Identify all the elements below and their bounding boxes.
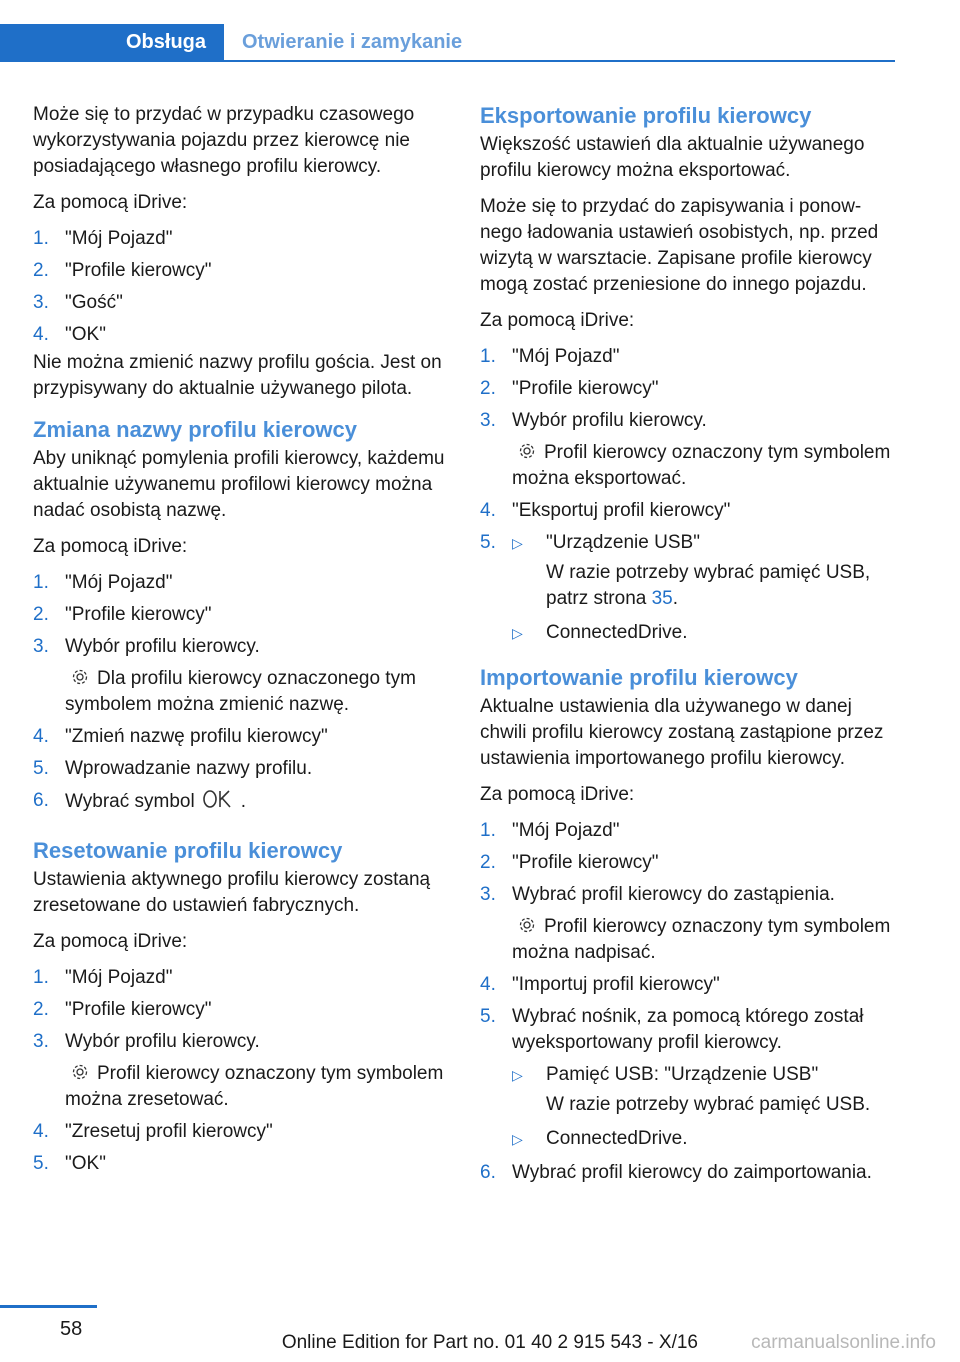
sub-text: ConnectedDrive. (546, 622, 688, 643)
paragraph: Aktualne ustawienia dla używanego w danej chwili profilu kierowcy zostaną zastąpione przez ustawienia importowanego profilu kierowcy. (480, 696, 884, 769)
step-list-reset (33, 965, 445, 1177)
step-text: "Mój Pojazd" (65, 967, 173, 988)
step-text: "Mój Pojazd" (512, 346, 620, 367)
triangle-bullet-icon: ▷ (512, 1131, 523, 1147)
list-item (33, 1119, 445, 1145)
watermark: carmanualsonline.info (751, 1332, 936, 1353)
step-note (65, 666, 445, 718)
step-number: 4. (33, 726, 49, 747)
step-text: "OK" (65, 1153, 106, 1174)
sub-note (546, 560, 892, 612)
step-text: "Mój Pojazd" (65, 572, 173, 593)
step-list-guest (33, 226, 445, 348)
sub-list (512, 530, 892, 646)
list-item (33, 1151, 445, 1177)
list-item (33, 570, 445, 596)
step-number: 2. (480, 852, 496, 873)
section-heading: Zmiana nazwy profilu kierowcy (33, 417, 357, 442)
step-text: Wybrać profil kierowcy do zaimportowania. (512, 1162, 872, 1183)
page-header (0, 24, 895, 62)
list-item (480, 376, 892, 402)
list-item (480, 818, 892, 844)
step-number: 4. (480, 500, 496, 521)
note-text: Dla profilu kierowcy oznaczonego tym symbolem można zmienić nazwę. (65, 668, 416, 715)
paragraph: Za pomocą iDrive: (33, 536, 188, 557)
list-item (33, 724, 445, 750)
list-item (33, 965, 445, 991)
step-text: Wybrać nośnik, za pomocą którego został wyeksportowany profil kierowcy. (512, 1006, 864, 1053)
step-text: "Profile kierowcy" (65, 999, 212, 1020)
paragraph: Ustawienia aktywnego profilu kierowcy zostaną zresetowane do ustawień fabrycznych. (33, 869, 431, 916)
step-number: 1. (480, 346, 496, 367)
step-number: 4. (33, 1121, 49, 1142)
page-number: 58 (60, 1318, 83, 1340)
sub-note-end: . (672, 588, 679, 609)
step-text-end: . (240, 791, 246, 812)
step-number: 4. (480, 974, 496, 995)
paragraph: Nie można zmienić nazwy profilu gościa. Jest on przypisywany do aktualnie używanego pilota. (33, 352, 442, 399)
step-text: "OK" (65, 324, 106, 345)
step-number: 1. (33, 228, 49, 249)
step-number: 1. (33, 967, 49, 988)
list-item (33, 258, 445, 284)
note-text: Profil kierowcy oznaczony tym symbolem można zresetować. (65, 1063, 444, 1110)
paragraph: Za pomocą iDrive: (480, 784, 635, 805)
note-text: Profil kierowcy oznaczony tym symbolem można eksportować. (512, 442, 891, 489)
step-text: Wybrać symbol (65, 791, 195, 812)
step-number: 5. (480, 1006, 496, 1027)
list-item (33, 997, 445, 1023)
step-text: "Zresetuj profil kierowcy" (65, 1121, 273, 1142)
sub-list-item (512, 620, 892, 646)
gear-icon (516, 442, 538, 460)
list-item (33, 602, 445, 628)
step-note (65, 1061, 445, 1113)
step-number: 3. (33, 1031, 49, 1052)
paragraph: Za pomocą iDrive: (33, 192, 188, 213)
gear-icon (69, 1063, 91, 1081)
tab-section: Otwieranie i zamykanie (242, 31, 463, 53)
step-number: 5. (33, 1153, 49, 1174)
step-text: "Zmień nazwę profilu kierowcy" (65, 726, 328, 747)
section-heading: Eksportowanie profilu kierowcy (480, 103, 812, 128)
list-item (33, 226, 445, 252)
list-item (33, 788, 445, 815)
list-item (480, 530, 892, 646)
triangle-bullet-icon: ▷ (512, 535, 523, 551)
step-number: 5. (480, 532, 496, 553)
footer-rule (0, 1305, 97, 1308)
step-text: "Profile kierowcy" (512, 378, 659, 399)
step-number: 5. (33, 758, 49, 779)
step-text: Wybrać profil kierowcy do zastąpienia. (512, 884, 835, 905)
step-text: Wybór profilu kierowcy. (65, 636, 260, 657)
sub-note: W razie potrzeby wybrać pamięć USB. (546, 1094, 871, 1115)
step-number: 3. (480, 410, 496, 431)
gear-icon (516, 916, 538, 934)
step-number: 1. (480, 820, 496, 841)
step-number: 3. (480, 884, 496, 905)
step-number: 4. (33, 324, 49, 345)
paragraph: Aby uniknąć pomylenia profili kierowcy, każdemu aktualnie używanemu profilowi kierowcy można nadać osobistą nazwę. (33, 448, 445, 521)
step-note (512, 440, 892, 492)
list-item (480, 1004, 892, 1152)
list-item (480, 1160, 892, 1186)
list-item (33, 756, 445, 782)
paragraph: Może się to przydać w przypadku czasowego wykorzystywania pojazdu przez kierowcę nie posiadającego własnego profilu kierowcy. (33, 104, 415, 177)
step-text: "Profile kierowcy" (512, 852, 659, 873)
list-item (480, 344, 892, 370)
list-item (480, 498, 892, 524)
step-list-export (480, 344, 892, 646)
step-text: "Profile kierowcy" (65, 260, 212, 281)
sub-text: ConnectedDrive. (546, 1128, 688, 1149)
right-column (480, 102, 892, 1192)
step-number: 6. (33, 790, 49, 811)
note-text: Profil kierowcy oznaczony tym symbolem można nadpisać. (512, 916, 891, 963)
triangle-bullet-icon: ▷ (512, 625, 523, 641)
paragraph: Większość ustawień dla aktualnie używanego profilu kierowcy można eksportować. (480, 134, 865, 181)
sub-text: Pamięć USB: "Urządzenie USB" (546, 1064, 819, 1085)
paragraph: Za pomocą iDrive: (33, 931, 188, 952)
paragraph: Za pomocą iDrive: (480, 310, 635, 331)
step-number: 2. (33, 604, 49, 625)
step-number: 2. (33, 260, 49, 281)
sub-text: "Urządzenie USB" (546, 532, 700, 553)
step-text: Wybór profilu kierowcy. (512, 410, 707, 431)
step-note (512, 914, 892, 966)
list-item (480, 882, 892, 966)
sub-list-item (512, 1126, 892, 1152)
step-text: "Profile kierowcy" (65, 604, 212, 625)
sub-note-text: W razie potrzeby wybrać pamięć USB, patrz strona (546, 562, 871, 609)
sub-list-item (512, 1062, 892, 1118)
sub-list-item (512, 530, 892, 612)
step-number: 2. (33, 999, 49, 1020)
step-number: 3. (33, 636, 49, 657)
step-text: "Mój Pojazd" (65, 228, 173, 249)
gear-icon (69, 668, 91, 686)
step-text: "Eksportuj profil kierowcy" (512, 500, 731, 521)
step-number: 3. (33, 292, 49, 313)
list-item (33, 290, 445, 316)
step-text: "Mój Pojazd" (512, 820, 620, 841)
step-text: "Importuj profil kierowcy" (512, 974, 720, 995)
sub-list (512, 1062, 892, 1152)
list-item (480, 408, 892, 492)
step-list-import (480, 818, 892, 1186)
triangle-bullet-icon: ▷ (512, 1067, 523, 1083)
section-heading: Resetowanie profilu kierowcy (33, 838, 343, 863)
step-list-rename (33, 570, 445, 815)
page-link[interactable]: 35 (651, 588, 673, 609)
paragraph: Może się to przydać do zapisywania i ponownego ładowania ustawień osobistych, np. przed wizytą w warsztacie. Zapisane profile kierowcy mogą zostać przeniesione do innego pojazdu. (480, 196, 879, 295)
left-column (33, 102, 445, 1183)
step-number: 1. (33, 572, 49, 593)
list-item (33, 634, 445, 718)
edition-text: Online Edition for Part no. 01 40 2 915 543 - X/16 (281, 1332, 698, 1353)
step-number: 6. (480, 1162, 496, 1183)
section-heading: Importowanie profilu kierowcy (480, 665, 798, 690)
ok-icon (201, 788, 235, 810)
step-text: "Gość" (65, 292, 123, 313)
tab-obsluga: Obsługa (0, 24, 224, 61)
step-text: Wybór profilu kierowcy. (65, 1031, 260, 1052)
list-item (33, 1029, 445, 1113)
step-text: Wprowadzanie nazwy profilu. (65, 758, 313, 779)
list-item (33, 322, 445, 348)
list-item (480, 972, 892, 998)
step-number: 2. (480, 378, 496, 399)
list-item (480, 850, 892, 876)
